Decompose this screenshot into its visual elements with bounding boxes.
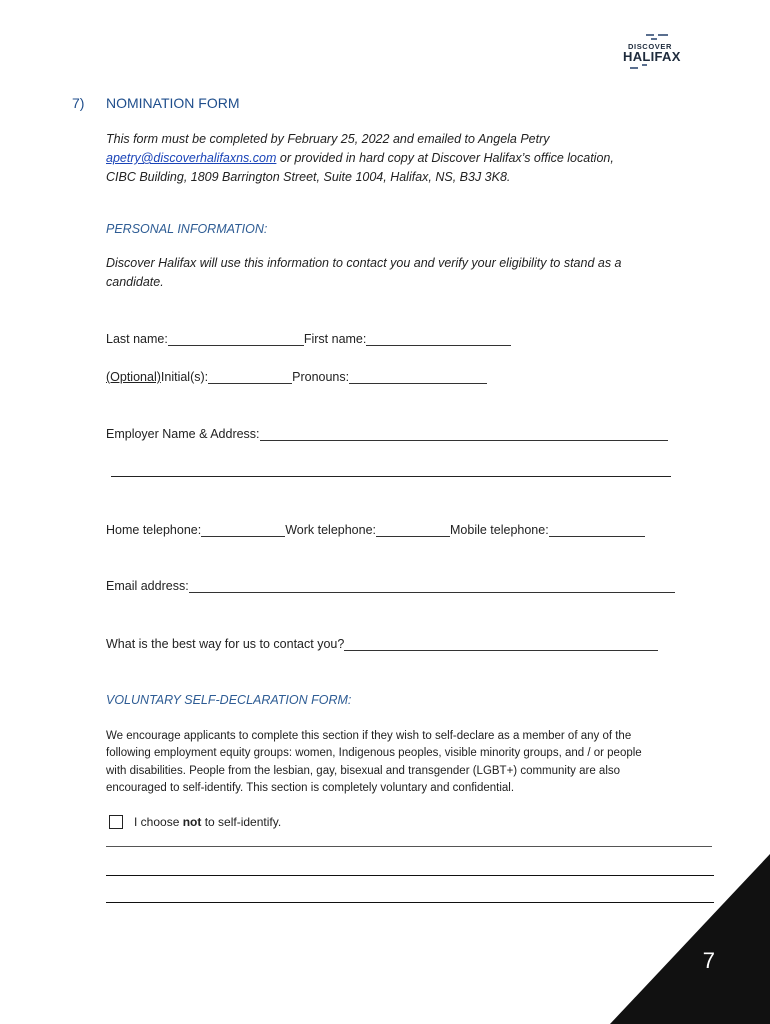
- page-corner-triangle: [610, 854, 770, 1024]
- email-field[interactable]: [189, 578, 675, 593]
- initials-field[interactable]: [208, 369, 292, 384]
- contact-field[interactable]: [344, 636, 658, 651]
- voluntary-heading: VOLUNTARY SELF-DECLARATION FORM:: [106, 693, 352, 707]
- personal-desc-line-2: candidate.: [106, 275, 164, 289]
- opt-out-label: [134, 815, 281, 829]
- work-phone-field[interactable]: [376, 522, 450, 537]
- initials-row: [106, 369, 487, 384]
- opt-out-label-post: to self-identify.: [201, 815, 282, 829]
- optional-label: (Optional): [106, 370, 161, 384]
- logo-text-halifax: HALIFAX: [623, 49, 681, 64]
- contact-label: What is the best way for us to contact you?: [106, 637, 345, 651]
- name-row: [106, 331, 511, 346]
- work-phone-label: Work telephone:: [285, 523, 376, 537]
- logo-dash: [642, 64, 647, 66]
- logo-dash: [658, 34, 668, 36]
- first-name-label: First name:: [303, 332, 367, 346]
- mobile-phone-label: Mobile telephone:: [450, 523, 549, 537]
- logo-dash: [646, 34, 654, 36]
- self-identify-line-1[interactable]: [106, 846, 712, 847]
- employer-field[interactable]: [260, 426, 668, 441]
- section-title: NOMINATION FORM: [106, 95, 240, 111]
- home-phone-label: Home telephone:: [106, 523, 202, 537]
- logo-text-discover: DISCOVER: [628, 42, 672, 51]
- logo-dash: [630, 67, 638, 69]
- intro-line-2: [106, 149, 614, 168]
- opt-out-label-bold: not: [182, 815, 202, 829]
- initials-label: Initial(s):: [160, 370, 209, 384]
- personal-info-heading: PERSONAL INFORMATION:: [106, 222, 268, 236]
- pronouns-field[interactable]: [349, 369, 487, 384]
- voluntary-line-4: encouraged to self-identify. This section is completely voluntary and confidential.: [106, 782, 515, 794]
- contact-row: [106, 636, 658, 651]
- logo-dash: [651, 38, 657, 40]
- intro-line-2-text: or provided in hard copy at Discover Halifax’s office location,: [276, 151, 614, 165]
- voluntary-line-1: We encourage applicants to complete this section if they wish to self-declare as a member of any of the: [106, 730, 632, 742]
- employer-row: [106, 426, 668, 441]
- email-label: Email address:: [106, 579, 189, 593]
- opt-out-label-pre: I choose: [134, 815, 183, 829]
- page-number: 7: [702, 948, 715, 973]
- voluntary-line-3: with disabilities. People from the lesbian, gay, bisexual and transgender (LGBT+) community are also: [106, 765, 621, 777]
- phone-row: [106, 522, 645, 537]
- home-phone-field[interactable]: [201, 522, 285, 537]
- employer-label: Employer Name & Address:: [106, 427, 260, 441]
- opt-out-checkbox[interactable]: [109, 815, 123, 829]
- first-name-field[interactable]: [366, 331, 511, 346]
- voluntary-line-2: following employment equity groups: women, Indigenous peoples, visible minority groups, and / or people: [106, 747, 642, 759]
- discover-halifax-logo: [618, 30, 688, 76]
- section-number: 7): [72, 95, 85, 111]
- mobile-phone-field[interactable]: [549, 522, 645, 537]
- employer-field-line-2[interactable]: [111, 476, 671, 477]
- email-row: [106, 578, 675, 593]
- intro-line-3: CIBC Building, 1809 Barrington Street, Suite 1004, Halifax, NS, B3J 3K8.: [106, 170, 511, 184]
- intro-line-1: This form must be completed by February 25, 2022 and emailed to Angela Petry: [106, 132, 550, 146]
- last-name-label: Last name:: [106, 332, 168, 346]
- personal-desc-line-1: Discover Halifax will use this information to contact you and verify your eligibility to stand as a: [106, 256, 622, 270]
- contact-email-link[interactable]: apetry@discoverhalifaxns.com: [106, 151, 277, 165]
- pronouns-label: Pronouns:: [292, 370, 350, 384]
- last-name-field[interactable]: [168, 331, 304, 346]
